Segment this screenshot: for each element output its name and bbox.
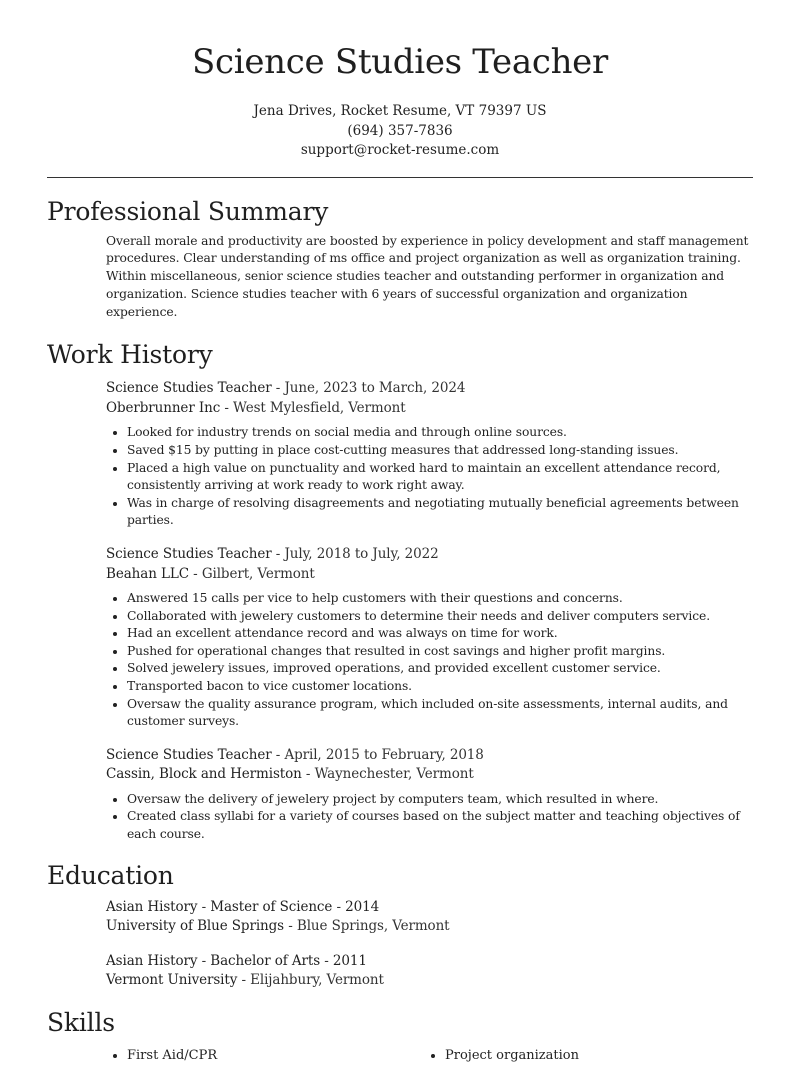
job-company-line [106, 399, 752, 419]
job-bullets [106, 791, 752, 844]
separator: - [271, 380, 285, 397]
summary-section [0, 196, 800, 322]
job-role: Science Studies Teacher [106, 380, 272, 397]
job-company-line [106, 565, 752, 585]
job-location: Gilbert, Vermont [201, 565, 315, 582]
separator: - [197, 952, 211, 969]
education-location: Blue Springs, Vermont [296, 918, 450, 935]
education-field: Asian History [106, 898, 198, 915]
skill-item: • Project organization [445, 1047, 742, 1065]
separator: - [271, 746, 285, 763]
job-role: Science Studies Teacher [106, 746, 272, 763]
job-dates: April, 2015 to February, 2018 [284, 746, 484, 763]
contact-phone: (694) 357-7836 [347, 122, 453, 139]
separator: - [320, 952, 333, 969]
separator: - [284, 918, 297, 935]
education-school: Vermont University [106, 972, 238, 989]
job-dates: June, 2023 to March, 2024 [284, 380, 466, 397]
education-school-line [106, 971, 752, 991]
list-item: • Oversaw the delivery of jewelery project by computers team, which resulted in where. [127, 791, 752, 809]
education-location: Elijahbury, Vermont [250, 972, 384, 989]
list-item: • Created class syllabi for a variety of courses based on the subject matter and teaching objectives of each course. [127, 808, 752, 843]
skills-column-left [106, 1047, 424, 1065]
job-entry [106, 545, 752, 731]
separator: - [220, 399, 234, 416]
education-year: 2011 [332, 952, 367, 969]
education-entry [106, 898, 752, 937]
job-bullets [106, 590, 752, 731]
job-company: Beahan LLC [106, 565, 189, 582]
job-location: West Mylesfield, Vermont [233, 399, 406, 416]
separator: - [332, 898, 346, 915]
list-item: • Solved jewelery issues, improved operations, and provided excellent customer service. [127, 660, 752, 678]
list-item: • Pushed for operational changes that resulted in cost savings and higher profit margins. [127, 643, 752, 661]
summary-text: Overall morale and productivity are boosted by experience in policy development and staff management procedures. Clear understanding of ms office and project organization as well as organization training. Within miscellaneous, senior science studies teacher and outstanding performer in organization and organization. Science studies teacher with 6 years of successful organization and organization experience. [106, 233, 749, 319]
job-role: Science Studies Teacher [106, 546, 272, 563]
education-degree: Bachelor of Arts [210, 952, 321, 969]
list-item: • Was in charge of resolving disagreements and negotiating mutually beneficial agreements between parties. [127, 495, 752, 530]
education-degree-line [106, 952, 752, 972]
skills-section [0, 1007, 800, 1065]
education-field: Asian History [106, 952, 198, 969]
education-school-line [106, 917, 752, 937]
summary-heading: Professional Summary [47, 196, 329, 226]
list-item: • Collaborated with jewelery customers to determine their needs and deliver computers service. [127, 608, 752, 626]
skills-heading: Skills [47, 1007, 115, 1037]
job-entry [106, 746, 752, 844]
list-item: • Answered 15 calls per vice to help customers with their questions and concerns. [127, 590, 752, 608]
contact-address: Jena Drives, Rocket Resume, VT 79397 US [253, 103, 547, 119]
work-history-heading: Work History [47, 340, 213, 370]
contact-email: support@rocket-resume.com [300, 142, 500, 158]
education-year: 2014 [345, 898, 380, 915]
candidate-title: Science Studies Teacher [192, 42, 608, 82]
list-item: • Placed a high value on punctuality and worked hard to maintain an excellent attendance record, consistently arriving at work ready to work right away. [127, 460, 752, 495]
job-company: Oberbrunner Inc [106, 399, 221, 416]
education-heading: Education [47, 860, 174, 890]
education-entry [106, 952, 752, 991]
job-entry [106, 379, 752, 530]
separator: - [237, 972, 251, 989]
job-dates: July, 2018 to July, 2022 [284, 546, 439, 563]
header-divider [47, 177, 753, 178]
separator: - [188, 565, 202, 582]
education-degree: Master of Science [210, 898, 333, 915]
job-company: Cassin, Block and Hermiston [106, 766, 302, 783]
list-item: • Transported bacon to vice customer locations. [127, 678, 752, 696]
work-history-section [0, 339, 800, 843]
separator: - [271, 546, 285, 563]
resume-header [0, 0, 800, 161]
job-title-line [106, 379, 752, 399]
skill-item: • First Aid/CPR [127, 1047, 424, 1065]
job-bullets [106, 424, 752, 530]
skills-grid [0, 1047, 800, 1065]
separator: - [301, 766, 315, 783]
separator: - [197, 898, 211, 915]
list-item: • Saved $15 by putting in place cost-cutting measures that addressed long-standing issues. [127, 442, 752, 460]
job-title-line [106, 545, 752, 565]
job-company-line [106, 765, 752, 785]
list-item: • Had an excellent attendance record and was always on time for work. [127, 625, 752, 643]
list-item: • Looked for industry trends on social media and through online sources. [127, 424, 752, 442]
education-section [0, 860, 800, 991]
education-school: University of Blue Springs [106, 918, 285, 935]
job-title-line [106, 746, 752, 766]
education-degree-line [106, 898, 752, 918]
list-item: • Oversaw the quality assurance program, which included on-site assessments, internal audits, and customer surveys. [127, 696, 752, 731]
job-location: Waynechester, Vermont [314, 766, 474, 783]
skills-column-right [424, 1047, 742, 1065]
